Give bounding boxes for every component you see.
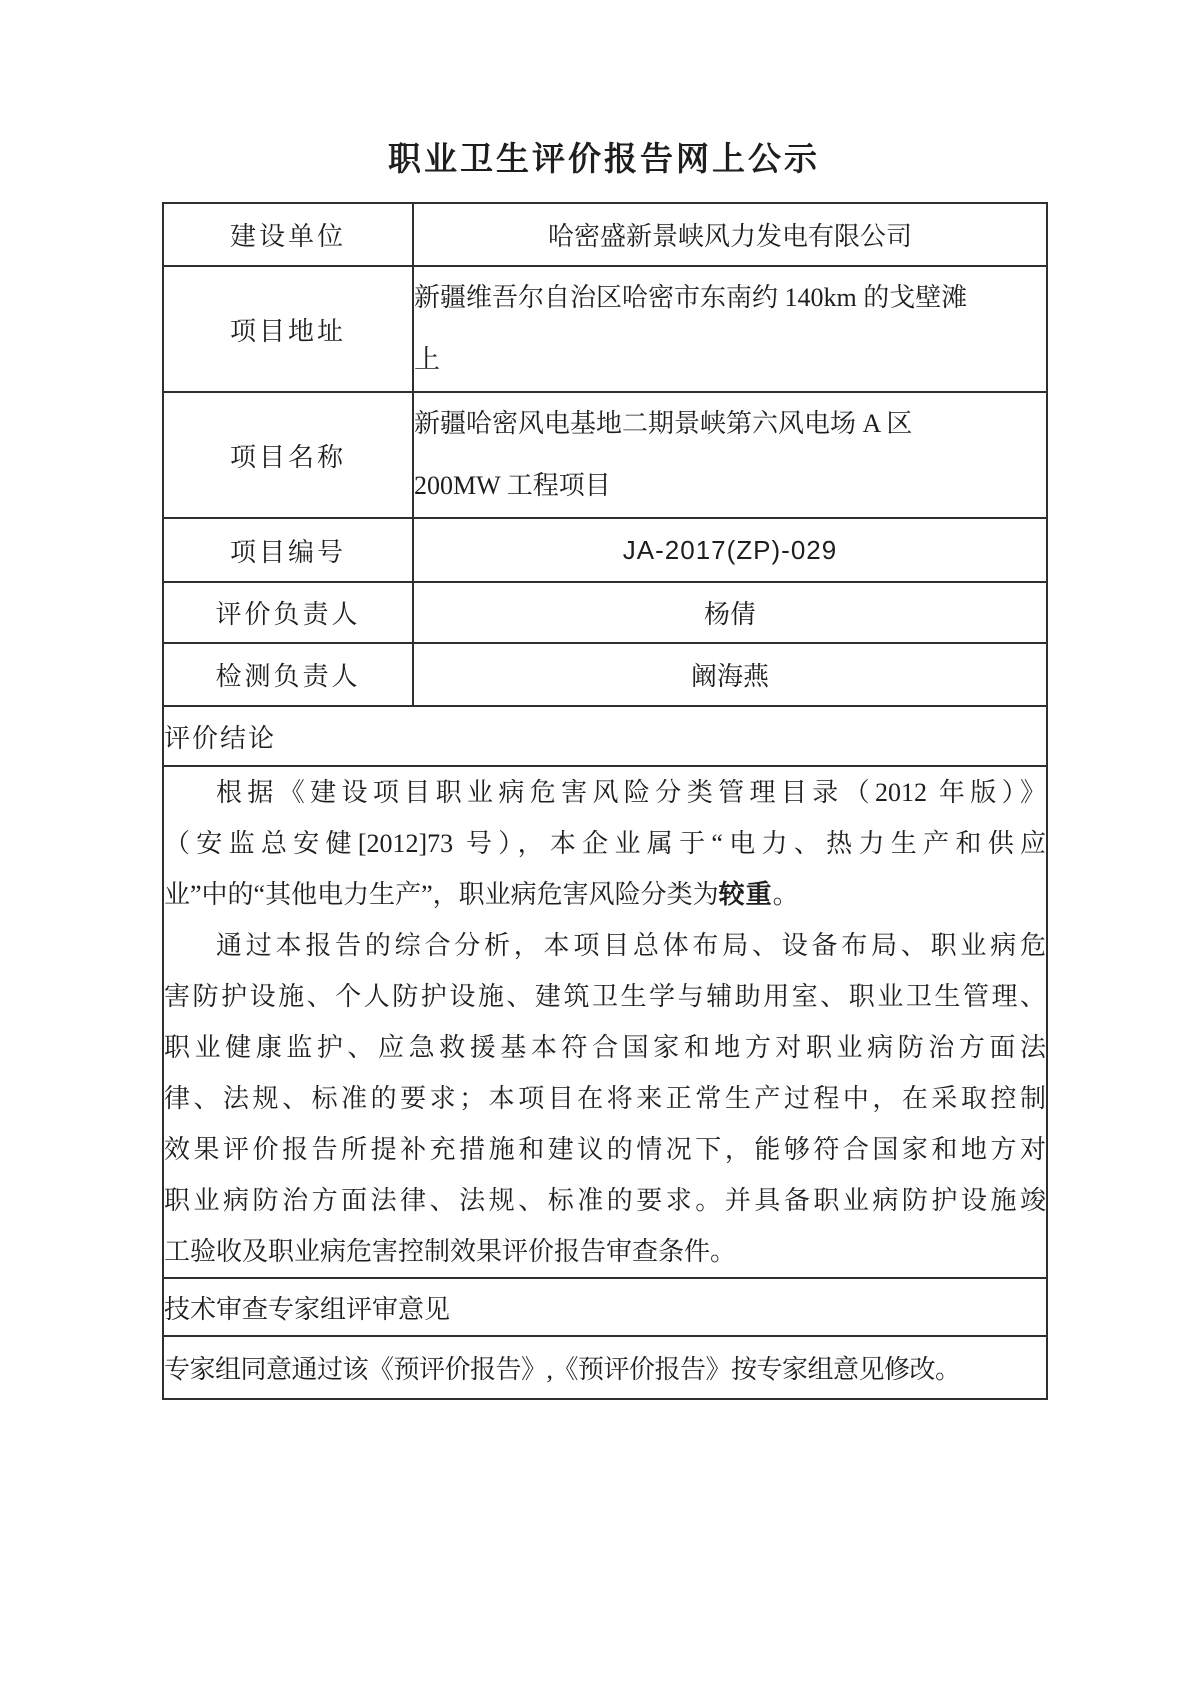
row-expert-header	[163, 1278, 1047, 1336]
project-address-line1: 新疆维吾尔自治区哈密市东南约 140km 的戈壁滩	[414, 283, 968, 312]
conclusion-line-7: 律、法规、标准的要求；本项目在将来正常生产过程中，在采取控制	[164, 1084, 1046, 1113]
conclusion-body	[163, 766, 1047, 1278]
row-evaluation-leader	[163, 582, 1047, 643]
project-address-line2: 上	[414, 345, 441, 374]
project-name-line1: 新疆哈密风电基地二期景峡第六风电场 A 区	[414, 409, 913, 438]
conclusion-line-3	[164, 869, 1046, 920]
row-project-address	[163, 266, 1047, 392]
conclusion-line-6: 职业健康监护、应急救援基本符合国家和地方对职业病防治方面法	[164, 1033, 1046, 1062]
testing-leader-value: 阚海燕	[413, 643, 1047, 706]
conclusion-line-1: 根据《建设项目职业病危害风险分类管理目录（2012 年版）》	[216, 778, 1046, 807]
expert-opinion-value: 专家组同意通过该《预评价报告》,《预评价报告》按专家组意见修改。	[163, 1336, 1047, 1399]
row-conclusion-header	[163, 706, 1047, 766]
conclusion-line-3-period: 。	[772, 880, 799, 909]
conclusion-line-4: 通过本报告的综合分析，本项目总体布局、设备布局、职业病危	[216, 931, 1046, 960]
row-construction-unit	[163, 203, 1047, 266]
row-project-name	[163, 392, 1047, 518]
row-testing-leader	[163, 643, 1047, 706]
project-address-label: 项目地址	[163, 266, 413, 392]
evaluation-leader-value: 杨倩	[413, 582, 1047, 643]
construction-unit-label: 建设单位	[163, 203, 413, 266]
conclusion-risk-level: 较重	[718, 880, 773, 909]
evaluation-leader-label: 评价负责人	[163, 582, 413, 643]
project-number-value: JA-2017(ZP)-029	[413, 518, 1047, 582]
conclusion-line-3-text: 业”中的“其他电力生产”，职业病危害风险分类为	[164, 880, 719, 909]
public-notice-table	[162, 202, 1048, 1400]
conclusion-line-2: （安监总安健[2012]73 号），本企业属于“电力、热力生产和供应	[164, 829, 1046, 858]
project-name-label: 项目名称	[163, 392, 413, 518]
row-expert-opinion	[163, 1336, 1047, 1399]
conclusion-line-8: 效果评价报告所提补充措施和建议的情况下，能够符合国家和地方对	[164, 1135, 1046, 1164]
project-name-value	[413, 392, 1047, 518]
construction-unit-value: 哈密盛新景峡风力发电有限公司	[413, 203, 1047, 266]
conclusion-line-9: 职业病防治方面法律、法规、标准的要求。并具备职业病防护设施竣	[164, 1186, 1046, 1215]
conclusion-header-label: 评价结论	[163, 706, 1047, 766]
testing-leader-label: 检测负责人	[163, 643, 413, 706]
project-number-label: 项目编号	[163, 518, 413, 582]
project-address-value	[413, 266, 1047, 392]
row-project-number	[163, 518, 1047, 582]
expert-header-label: 技术审查专家组评审意见	[163, 1278, 1047, 1336]
page-title: 职业卫生评价报告网上公示	[388, 142, 820, 178]
row-conclusion-body	[163, 766, 1047, 1278]
conclusion-line-10: 工验收及职业病危害控制效果评价报告审查条件。	[164, 1237, 737, 1266]
project-name-line2: 200MW 工程项目	[414, 471, 611, 500]
conclusion-line-5: 害防护设施、个人防护设施、建筑卫生学与辅助用室、职业卫生管理、	[164, 982, 1046, 1011]
